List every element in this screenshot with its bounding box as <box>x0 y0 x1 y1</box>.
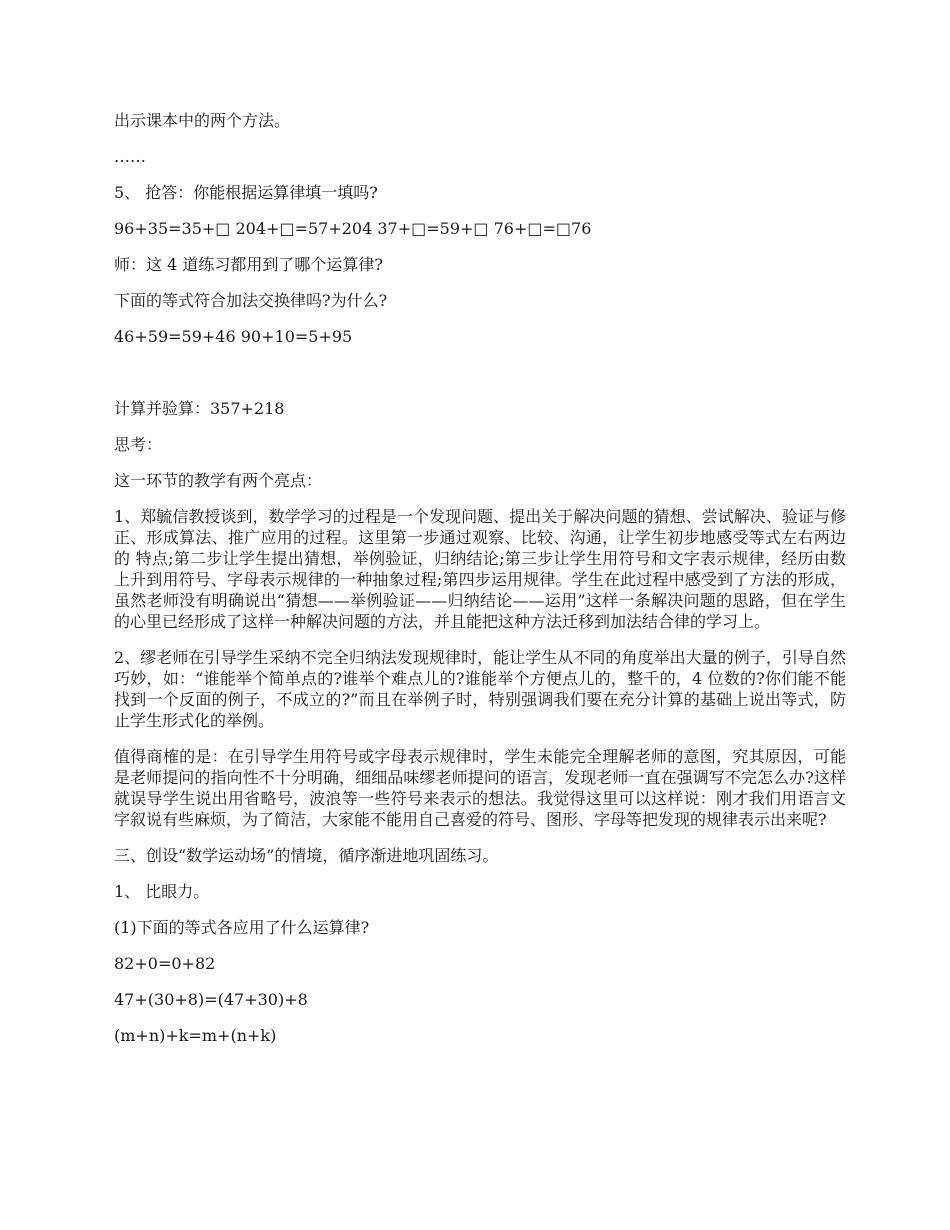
text-line: 计算并验算：357+218 <box>114 399 285 418</box>
text-line: 思考： <box>114 435 163 454</box>
text-line: …… <box>114 147 146 166</box>
blank-gap <box>114 362 846 398</box>
equation-line: 82+0=0+82 <box>114 954 216 973</box>
text-line: 1、 比眼力。 <box>114 882 210 901</box>
paragraph: 2、缪老师在引导学生采纳不完全归纳法发现规律时，能让学生从不同的角度举出大量的例子，引导自然巧妙，如：“谁能举个简单点的?谁举个难点儿的?谁能举个方便点儿的，整千的，4 位数的?你们能不能找到一个反面的例子，不成立的?”而且在举例子时，特别强调我们要在充分计算的基础上说出等式，防止学生形式化的举例。 <box>114 648 846 730</box>
text-line: 出示课本中的两个方法。 <box>114 111 291 130</box>
text-line: (1)下面的等式各应用了什么运算律? <box>114 918 370 937</box>
section-heading: 三、创设“数学运动场”的情境，循序渐进地巩固练习。 <box>114 846 499 865</box>
equation-line: 47+(30+8)=(47+30)+8 <box>114 990 308 1009</box>
text-line: 师：这 4 道练习都用到了哪个运算律? <box>114 255 383 274</box>
question-heading: 5、 抢答：你能根据运算律填一填吗? <box>114 183 378 202</box>
text-line: 下面的等式符合加法交换律吗?为什么? <box>114 291 388 310</box>
equation-line: 46+59=59+46 90+10=5+95 <box>114 327 353 346</box>
document-page <box>114 110 846 1061</box>
paragraph: 值得商榷的是：在引导学生用符号或字母表示规律时，学生未能完全理解老师的意图，究其原因，可能是老师提问的指向性不十分明确，细细品味缪老师提问的语言，发现老师一直在强调写不完怎么办?这样就误导学生说出用省略号，波浪等一些符号来表示的想法。我觉得这里可以这样说：刚才我们用语言文字叙说有些麻烦，为了简洁，大家能不能用自己喜爱的符号、图形、字母等把发现的规律表示出来呢? <box>114 747 846 829</box>
fill-in-equations: 96+35=35+□ 204+□=57+204 37+□=59+□ 76+□=□76 <box>114 219 592 238</box>
equation-line: (m+n)+k=m+(n+k) <box>114 1026 277 1045</box>
text-line: 这一环节的教学有两个亮点： <box>114 471 323 490</box>
paragraph: 1、郑毓信教授谈到，数学学习的过程是一个发现问题、提出关于解决问题的猜想、尝试解决、验证与修正、形成算法、推广应用的过程。这里第一步通过观察、比较、沟通，让学生初步地感受等式左右两边的 特点;第二步让学生提出猜想，举例验证，归纳结论;第三步让学生用符号和文字表示规律，经历由数上升到用符号、字母表示规律的一种抽象过程;第四步运用规律。学生在此过程中感受到了方法的形成，虽然老师没有明确说出“猜想——举例验证——归纳结论——运用”这样一条解决问题的思路，但在学生的心里已经形成了这样一种解决问题的方法，并且能把这种方法迁移到加法结合律的学习上。 <box>114 507 846 631</box>
